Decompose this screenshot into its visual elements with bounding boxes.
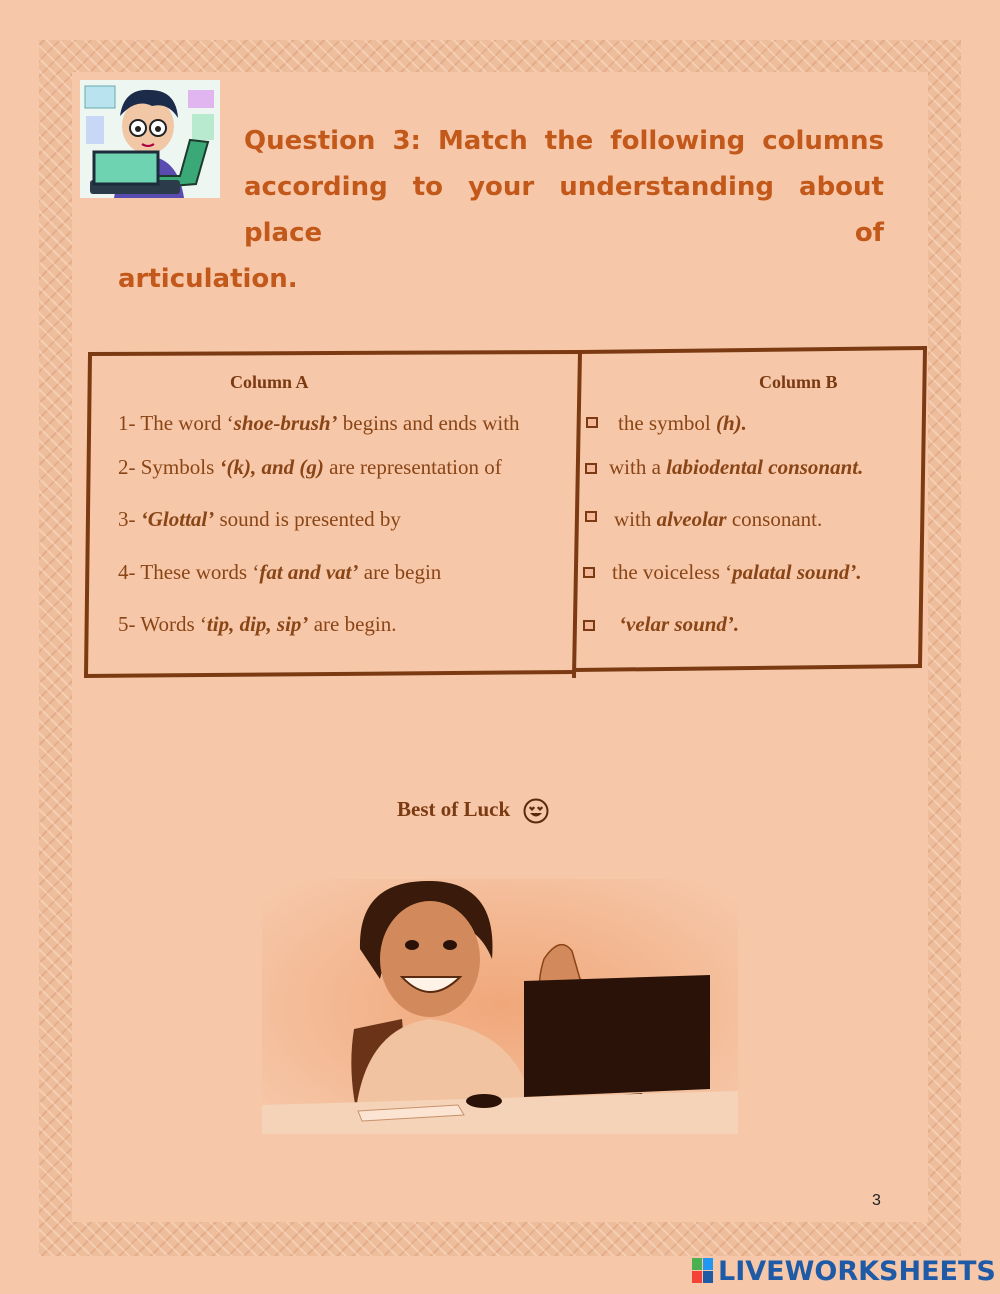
column-b-item-3: [614, 507, 822, 532]
item-text: with: [614, 507, 657, 531]
item-text: the symbol: [618, 411, 716, 435]
item-emphasis: (h).: [716, 411, 747, 435]
match-checkbox-5[interactable]: [583, 620, 595, 631]
match-checkbox-3[interactable]: [585, 511, 597, 522]
item-text: 5- Words ‘: [118, 612, 207, 636]
item-text: are begin.: [308, 612, 397, 636]
item-text: 1- The word ‘: [118, 411, 234, 435]
item-emphasis: ‘(k), and (g): [219, 455, 324, 479]
item-text: are representation of: [323, 455, 502, 479]
match-checkbox-4[interactable]: [583, 567, 595, 578]
column-b-item-5: [619, 612, 739, 637]
item-text: 2- Symbols: [118, 455, 220, 479]
column-a-item-2: [118, 455, 502, 480]
match-checkbox-1[interactable]: [586, 417, 598, 428]
column-b-item-1: [618, 411, 747, 436]
item-text: 3-: [118, 507, 141, 531]
item-emphasis: tip, dip, sip’: [206, 612, 309, 636]
column-a-item-1: [118, 411, 520, 436]
teacher-thumbs-up-photo: [262, 879, 738, 1134]
item-emphasis: ‘Glottal’: [140, 507, 215, 531]
match-checkbox-2[interactable]: [585, 463, 597, 474]
best-of-luck-text: Best of Luck: [397, 797, 511, 821]
column-a-item-3: [118, 507, 401, 532]
liveworksheets-mark-icon: [692, 1258, 714, 1284]
item-text: sound is presented by: [214, 507, 401, 531]
question-line-3: articulation.: [118, 264, 298, 294]
page-number: 3: [872, 1192, 881, 1209]
question-heading: [118, 118, 884, 302]
item-emphasis: fat and vat’: [259, 560, 359, 584]
liveworksheets-wordmark: LIVEWORKSHEETS: [718, 1255, 996, 1287]
item-text: are begin: [358, 560, 442, 584]
item-text: begins and ends with: [337, 411, 520, 435]
item-text: consonant.: [726, 507, 823, 531]
item-text: the voiceless ‘: [612, 560, 733, 584]
item-emphasis: palatal sound’.: [732, 560, 862, 584]
column-a-item-4: [118, 560, 441, 585]
column-a-header: Column A: [230, 372, 309, 392]
item-emphasis: shoe-brush’: [233, 411, 338, 435]
item-emphasis: ‘velar sound’.: [619, 612, 740, 636]
question-line-2: according to your understanding about place of: [244, 172, 884, 248]
question-line-1: Question 3: Match the following columns: [244, 126, 884, 156]
column-b-item-4: [612, 560, 862, 585]
liveworksheets-logo: [692, 1256, 996, 1286]
item-text: with a: [609, 455, 667, 479]
column-b-header: Column B: [759, 372, 838, 392]
item-emphasis: alveolar: [656, 507, 727, 531]
smiling-face-heart-eyes-icon: [523, 798, 549, 824]
column-a-item-5: [118, 612, 396, 637]
item-emphasis: labiodental consonant.: [666, 455, 864, 479]
item-text: 4- These words ‘: [118, 560, 260, 584]
column-b-item-2: [609, 455, 863, 480]
